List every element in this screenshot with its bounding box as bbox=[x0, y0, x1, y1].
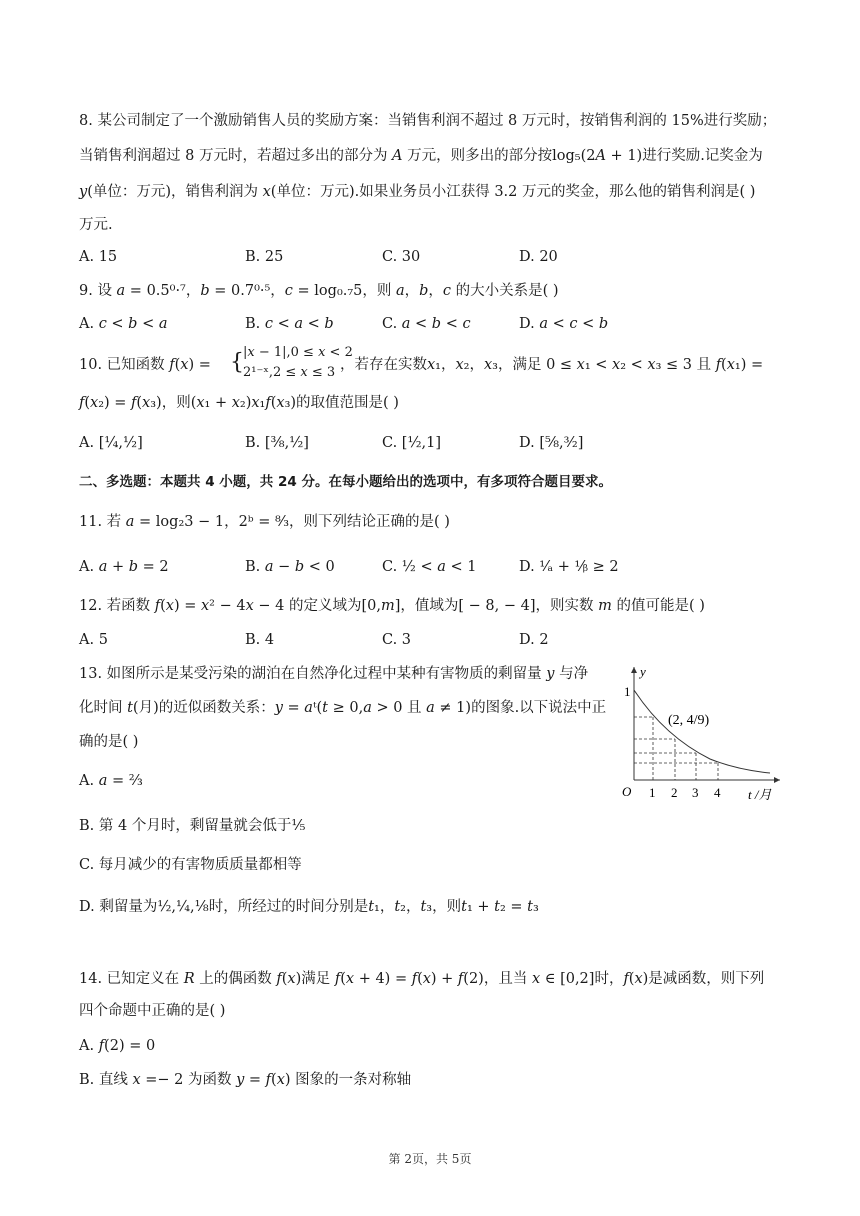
q10-line1-suffix: ，若存在实数𝑥₁，𝑥₂，𝑥₃，满足 0 ≤ 𝑥₁ < 𝑥₂ < 𝑥₃ ≤ 3 且 𝑓(𝑥₁) = bbox=[340, 357, 764, 373]
q14-line1: 14. 已知定义在 𝑅 上的偶函数 𝑓(𝑥)满足 𝑓(𝑥 + 4) = 𝑓(𝑥) + 𝑓(2)，且当 𝑥 ∈ [0,2]时，𝑓(𝑥)是减函数，则下列 bbox=[79, 971, 765, 987]
q12-line1: 12. 若函数 𝑓(𝑥) = 𝑥² − 4𝑥 − 4 的定义域为[0,𝑚]，值域为[ − 8, − 4]，则实数 𝑚 的值可能是( ) bbox=[79, 598, 705, 614]
q9-option-c: C. 𝑎 < 𝑏 < 𝑐 bbox=[382, 316, 471, 332]
graph-y-tick-1: 1 bbox=[624, 684, 631, 699]
q10-brace: { bbox=[230, 350, 244, 375]
graph-x-tick: 2 bbox=[671, 785, 678, 800]
q8-line4: 万元. bbox=[79, 217, 113, 233]
q10-option-c: C. [½,1] bbox=[382, 435, 441, 451]
q11-option-c: C. ½ < 𝑎 < 1 bbox=[382, 559, 477, 575]
q11-option-d: D. ¹⁄ₐ + ¹⁄ᵦ ≥ 2 bbox=[519, 559, 619, 575]
q10-case1: |𝑥 − 1|,0 ≤ 𝑥 < 2 bbox=[243, 345, 353, 360]
q11-option-a: A. 𝑎 + 𝑏 = 2 bbox=[79, 559, 169, 575]
q8-option-c: C. 30 bbox=[382, 249, 421, 265]
q13-line3: 确的是( ) bbox=[79, 734, 139, 750]
q11-option-b: B. 𝑎 − 𝑏 < 0 bbox=[245, 559, 335, 575]
q8-option-d: D. 20 bbox=[519, 249, 558, 265]
graph-x-tick: 3 bbox=[692, 785, 699, 800]
q12-option-d: D. 2 bbox=[519, 632, 549, 648]
q12-option-a: A. 5 bbox=[79, 632, 108, 648]
page-footer: 第 2页，共 5页 bbox=[388, 1152, 472, 1166]
q9-option-a: A. 𝑐 < 𝑏 < 𝑎 bbox=[79, 316, 168, 332]
section-2-heading: 二、多选题：本题共 4 小题，共 24 分。在每小题给出的选项中，有多项符合题目要求。 bbox=[79, 474, 612, 490]
q8-line1: 8. 某公司制定了一个激励销售人员的奖励方案：当销售利润不超过 8 万元时，按销售利润的 15%进行奖励； bbox=[79, 113, 777, 129]
q9-option-b: B. 𝑐 < 𝑎 < 𝑏 bbox=[245, 316, 334, 332]
q8-line2: 当销售利润超过 8 万元时，若超过多出的部分为 𝐴 万元，则多出的部分按log₅(2𝐴 + 1)进行奖励.记奖金为 bbox=[79, 148, 763, 164]
q14-option-a: A. 𝑓(2) = 0 bbox=[79, 1038, 156, 1054]
q13-line2: 化时间 𝑡(月)的近似函数关系：𝑦 = 𝑎ᵗ(𝑡 ≥ 0,𝑎 > 0 且 𝑎 ≠ 1)的图象.以下说法中正 bbox=[79, 700, 607, 716]
q14-option-b: B. 直线 𝑥 =− 2 为函数 𝑦 = 𝑓(𝑥) 图象的一条对称轴 bbox=[79, 1072, 412, 1088]
q13-decay-graph bbox=[620, 662, 790, 807]
q9-option-d: D. 𝑎 < 𝑐 < 𝑏 bbox=[519, 316, 609, 332]
q13-option-d: D. 剩留量为½,¼,⅛时，所经过的时间分别是𝑡₁，𝑡₂，𝑡₃，则𝑡₁ + 𝑡₂ = 𝑡₃ bbox=[79, 899, 539, 915]
q13-line1: 13. 如图所示是某受污染的湖泊在自然净化过程中某种有害物质的剩留量 𝑦 与净 bbox=[79, 666, 589, 682]
graph-y-label: y bbox=[640, 664, 646, 679]
q13-option-b: B. 第 4 个月时，剩留量就会低于⅕ bbox=[79, 818, 306, 834]
q13-option-a: A. 𝑎 = ⅔ bbox=[79, 773, 143, 789]
q10-case2: 2¹⁻ˣ,2 ≤ 𝑥 ≤ 3 bbox=[243, 365, 336, 380]
q10-line2: 𝑓(𝑥₂) = 𝑓(𝑥₃)，则(𝑥₁ + 𝑥₂)𝑥₁𝑓(𝑥₃)的取值范围是( ) bbox=[79, 395, 399, 411]
q11-line1: 11. 若 𝑎 = log₂3 − 1，2ᵇ = ⁸⁄₃，则下列结论正确的是( ) bbox=[79, 514, 450, 530]
q13-option-c: C. 每月减少的有害物质质量都相等 bbox=[79, 857, 302, 873]
q14-line2: 四个命题中正确的是( ) bbox=[79, 1003, 226, 1019]
graph-point-label: (2, 4/9) bbox=[668, 713, 710, 728]
graph-x-tick: 1 bbox=[649, 785, 656, 800]
q10-option-a: A. [¼,½] bbox=[79, 435, 143, 451]
q10-option-b: B. [⅜,½] bbox=[245, 435, 309, 451]
q8-option-b: B. 25 bbox=[245, 249, 284, 265]
q10-line1-prefix: 10. 已知函数 𝑓(𝑥) = bbox=[79, 357, 211, 373]
decay-curve bbox=[634, 690, 770, 773]
q12-option-b: B. 4 bbox=[245, 632, 275, 648]
q10-option-d: D. [⅝,³⁄₂] bbox=[519, 435, 584, 451]
graph-x-tick: 4 bbox=[714, 785, 721, 800]
graph-x-label: t /月 bbox=[748, 787, 772, 802]
q8-line3: 𝑦(单位：万元)，销售利润为 𝑥(单位：万元).如果业务员小江获得 3.2 万元的奖金，那么他的销售利润是( ) bbox=[79, 184, 756, 200]
graph-origin: O bbox=[622, 784, 632, 799]
q9-line1: 9. 设 𝑎 = 0.5⁰·⁷，𝑏 = 0.7⁰·⁵，𝑐 = log₀.₇5，则 𝑎，𝑏，𝑐 的大小关系是( ) bbox=[79, 283, 559, 299]
q8-option-a: A. 15 bbox=[79, 249, 118, 265]
q12-option-c: C. 3 bbox=[382, 632, 412, 648]
